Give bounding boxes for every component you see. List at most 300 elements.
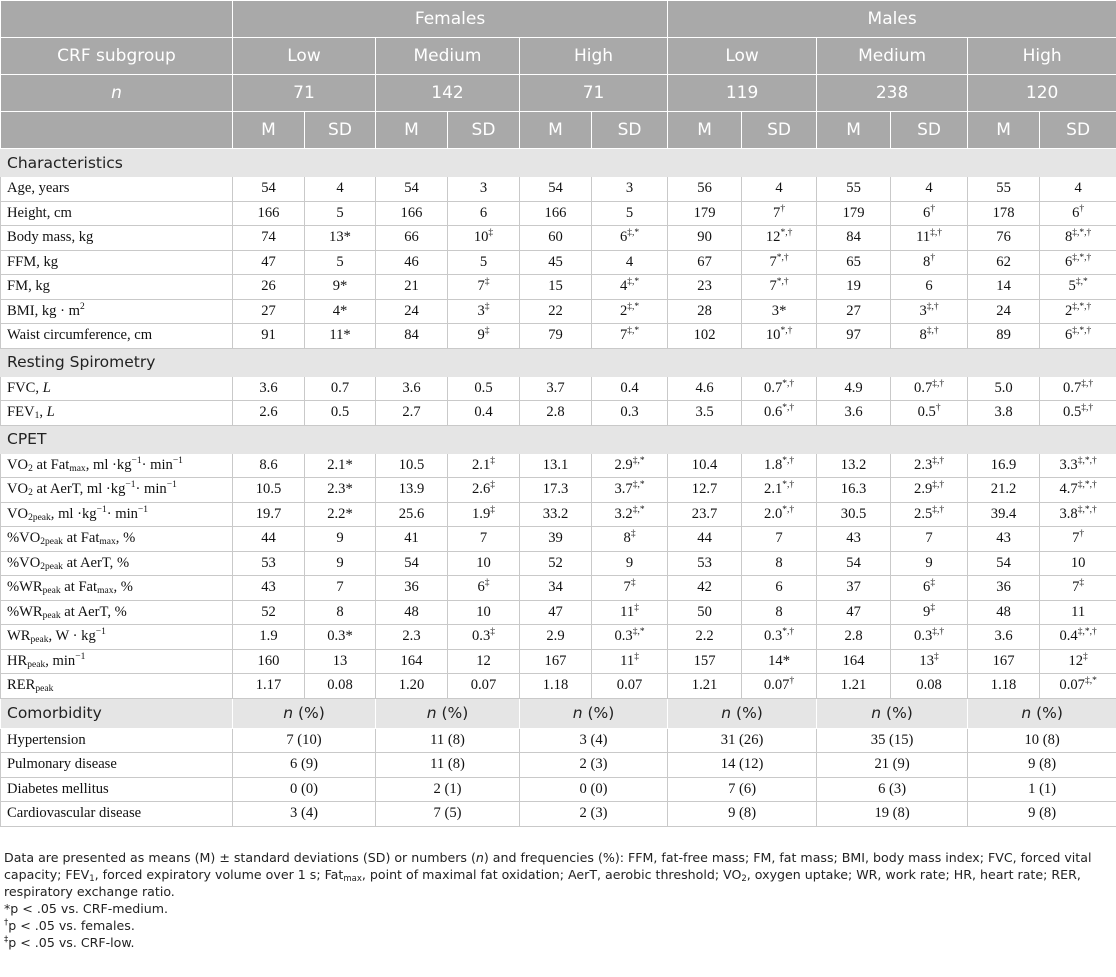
sd-cell: 10 xyxy=(1040,551,1116,576)
row-label: Cardiovascular disease xyxy=(1,802,233,827)
header-stat-m: M xyxy=(233,112,305,149)
sd-cell: 2.9‡,* xyxy=(592,453,668,478)
mean-cell: 10.5 xyxy=(376,453,448,478)
sd-cell: 7‡ xyxy=(1040,576,1116,601)
section-spirometry xyxy=(1,348,1116,376)
table-row xyxy=(1,376,1116,401)
footnote-crf-low: ‡p < .05 vs. CRF-low. xyxy=(4,935,135,950)
mean-cell: 164 xyxy=(376,649,448,674)
sd-cell: 10*,† xyxy=(742,324,817,349)
sd-cell: 0.3‡,* xyxy=(592,625,668,650)
mean-cell: 16.3 xyxy=(817,478,891,503)
sd-cell: 6‡,*,† xyxy=(1040,250,1116,275)
section-title: Comorbidity xyxy=(1,698,233,728)
table-row xyxy=(1,728,1116,753)
comorbidity-unit-header: n (%) xyxy=(668,698,817,728)
mean-cell: 84 xyxy=(376,324,448,349)
sd-cell: 0.3‡ xyxy=(448,625,520,650)
sd-cell: 7 xyxy=(448,527,520,552)
mean-cell: 54 xyxy=(968,551,1040,576)
mean-cell: 52 xyxy=(520,551,592,576)
header-subgroup: Low xyxy=(233,38,376,75)
header-n-value: 238 xyxy=(817,75,968,112)
header-stat-m: M xyxy=(376,112,448,149)
sd-cell: 4 xyxy=(742,177,817,202)
mean-cell: 2.8 xyxy=(520,401,592,426)
sd-cell: 4* xyxy=(305,299,376,324)
row-label: BMI, kg · $m^2$ xyxy=(1,299,233,324)
mean-cell: 1.9 xyxy=(233,625,305,650)
mean-cell: 1.21 xyxy=(668,674,742,699)
sd-cell: 6‡,* xyxy=(592,226,668,251)
mean-cell: 25.6 xyxy=(376,502,448,527)
comorbidity-unit-header: n (%) xyxy=(520,698,668,728)
row-label: Pulmonary disease xyxy=(1,753,233,778)
mean-cell: 55 xyxy=(817,177,891,202)
sd-cell: 7 xyxy=(305,576,376,601)
mean-cell: 2.3 xyxy=(376,625,448,650)
sd-cell: 7† xyxy=(1040,527,1116,552)
sd-cell: 7‡ xyxy=(448,275,520,300)
sd-cell: 2.1‡ xyxy=(448,453,520,478)
sd-cell: 2.5‡,† xyxy=(891,502,968,527)
mean-cell: 3.7 xyxy=(520,376,592,401)
mean-cell: 5.0 xyxy=(968,376,1040,401)
sd-cell: 0.4 xyxy=(592,376,668,401)
table-row xyxy=(1,401,1116,426)
mean-cell: 44 xyxy=(668,527,742,552)
mean-cell: 39.4 xyxy=(968,502,1040,527)
mean-cell: 1.17 xyxy=(233,674,305,699)
sd-cell: 3‡,† xyxy=(891,299,968,324)
row-label: $\%WR_{peak}$ at Fat$_{max}$, % xyxy=(1,576,233,601)
sd-cell: 7*,† xyxy=(742,275,817,300)
sd-cell: 9 xyxy=(891,551,968,576)
sd-cell: 9 xyxy=(305,527,376,552)
table-row xyxy=(1,275,1116,300)
table-row xyxy=(1,502,1116,527)
header-subgroup: Medium xyxy=(817,38,968,75)
mean-cell: 36 xyxy=(376,576,448,601)
header-n-value: 71 xyxy=(520,75,668,112)
header-stat-sd: SD xyxy=(742,112,817,149)
comorbidity-unit-header: n (%) xyxy=(817,698,968,728)
mean-cell: 10.4 xyxy=(668,453,742,478)
mean-cell: 47 xyxy=(817,600,891,625)
mean-cell: 44 xyxy=(233,527,305,552)
row-label: $HR_{peak}$, $\min^{-1}$ xyxy=(1,649,233,674)
sd-cell: 0.7*,† xyxy=(742,376,817,401)
sd-cell: 4 xyxy=(305,177,376,202)
sd-cell: 3 xyxy=(448,177,520,202)
mean-cell: 1.20 xyxy=(376,674,448,699)
comorbidity-unit-header: n (%) xyxy=(968,698,1116,728)
mean-cell: 54 xyxy=(376,177,448,202)
sd-cell: 8† xyxy=(891,250,968,275)
sd-cell: 3* xyxy=(742,299,817,324)
row-label: $WR_{peak}$, $W \cdot kg^{-1}$ xyxy=(1,625,233,650)
mean-cell: 166 xyxy=(520,201,592,226)
table-row xyxy=(1,600,1116,625)
row-label: Height, cm xyxy=(1,201,233,226)
mean-cell: 2.2 xyxy=(668,625,742,650)
sd-cell: 7‡ xyxy=(592,576,668,601)
row-label: Waist circumference, cm xyxy=(1,324,233,349)
sd-cell: 7‡,* xyxy=(592,324,668,349)
row-label: $\%WR_{peak}$ at AerT, % xyxy=(1,600,233,625)
sd-cell: 9‡ xyxy=(891,600,968,625)
sd-cell: 8 xyxy=(742,600,817,625)
header-males: Males xyxy=(668,1,1116,38)
header-empty-cell xyxy=(1,112,233,149)
sd-cell: 3.7‡,* xyxy=(592,478,668,503)
row-label: $VO_2$ at AerT, ml $\cdot kg^{-1}\cdot \min^{-1}$ xyxy=(1,478,233,503)
mean-cell: 166 xyxy=(233,201,305,226)
header-stat-m: M xyxy=(520,112,592,149)
mean-cell: 33.2 xyxy=(520,502,592,527)
table-row xyxy=(1,201,1116,226)
sd-cell: 6 xyxy=(742,576,817,601)
sd-cell: 8 xyxy=(742,551,817,576)
mean-cell: 3.6 xyxy=(968,625,1040,650)
header-n-row xyxy=(1,75,1116,112)
table-row xyxy=(1,177,1116,202)
mean-cell: 21.2 xyxy=(968,478,1040,503)
count-cell: 35 (15) xyxy=(817,728,968,753)
mean-cell: 157 xyxy=(668,649,742,674)
sd-cell: 0.7 xyxy=(305,376,376,401)
sd-cell: 3.3‡,*,† xyxy=(1040,453,1116,478)
sd-cell: 5‡,* xyxy=(1040,275,1116,300)
sd-cell: 2.3‡,† xyxy=(891,453,968,478)
mean-cell: 47 xyxy=(233,250,305,275)
sd-cell: 11‡,† xyxy=(891,226,968,251)
table-row xyxy=(1,777,1116,802)
sd-cell: 6‡ xyxy=(448,576,520,601)
mean-cell: 37 xyxy=(817,576,891,601)
sd-cell: 0.4‡,*,† xyxy=(1040,625,1116,650)
mean-cell: 13.2 xyxy=(817,453,891,478)
table-row xyxy=(1,625,1116,650)
count-cell: 21 (9) xyxy=(817,753,968,778)
header-stat-sd: SD xyxy=(891,112,968,149)
count-cell: 7 (6) xyxy=(668,777,817,802)
sd-cell: 11‡ xyxy=(592,649,668,674)
table-row xyxy=(1,299,1116,324)
mean-cell: 34 xyxy=(520,576,592,601)
sd-cell: 5 xyxy=(592,201,668,226)
sd-cell: 11‡ xyxy=(592,600,668,625)
mean-cell: 12.7 xyxy=(668,478,742,503)
mean-cell: 76 xyxy=(968,226,1040,251)
sd-cell: 9‡ xyxy=(448,324,520,349)
sd-cell: 8 xyxy=(305,600,376,625)
sd-cell: 5 xyxy=(305,250,376,275)
mean-cell: 41 xyxy=(376,527,448,552)
mean-cell: 178 xyxy=(968,201,1040,226)
mean-cell: 65 xyxy=(817,250,891,275)
sd-cell: 6 xyxy=(891,275,968,300)
mean-cell: 54 xyxy=(817,551,891,576)
mean-cell: 56 xyxy=(668,177,742,202)
sd-cell: 1.8*,† xyxy=(742,453,817,478)
mean-cell: 3.6 xyxy=(376,376,448,401)
table-row xyxy=(1,478,1116,503)
table-row xyxy=(1,453,1116,478)
mean-cell: 164 xyxy=(817,649,891,674)
footnote-crf-medium: *p < .05 vs. CRF-medium. xyxy=(4,901,168,916)
mean-cell: 91 xyxy=(233,324,305,349)
row-label: FVC, L xyxy=(1,376,233,401)
sd-cell: 10 xyxy=(448,551,520,576)
row-label: Hypertension xyxy=(1,728,233,753)
comorbidity-unit-header: n (%) xyxy=(233,698,376,728)
sd-cell: 13* xyxy=(305,226,376,251)
mean-cell: 160 xyxy=(233,649,305,674)
table-row xyxy=(1,674,1116,699)
section-cpet xyxy=(1,425,1116,453)
mean-cell: 24 xyxy=(968,299,1040,324)
mean-cell: 55 xyxy=(968,177,1040,202)
section-title: Characteristics xyxy=(1,149,1116,177)
mean-cell: 27 xyxy=(233,299,305,324)
sd-cell: 7 xyxy=(891,527,968,552)
notes-main: Data are presented as means (M) ± standard deviations (SD) or numbers (n) and frequencies (%): FFM, fat-free mass; FM, fat mass; BMI, body mass index; FVC, forced vital capacity; $FEV_1$, forced expiratory volume over 1 s; Fat$_{max}$, point of maximal fat oxidation; AerT, aerobic threshold; $VO_2$, oxygen uptake; WR, work rate; HR, heart rate; RER, respiratory exchange ratio. xyxy=(4,850,1092,899)
table-row xyxy=(1,753,1116,778)
count-cell: 6 (9) xyxy=(233,753,376,778)
mean-cell: 53 xyxy=(233,551,305,576)
table-row xyxy=(1,324,1116,349)
sd-cell: 0.5† xyxy=(891,401,968,426)
sd-cell: 0.4 xyxy=(448,401,520,426)
mean-cell: 67 xyxy=(668,250,742,275)
mean-cell: 1.18 xyxy=(968,674,1040,699)
sd-cell: 14* xyxy=(742,649,817,674)
sd-cell: 0.3 xyxy=(592,401,668,426)
mean-cell: 167 xyxy=(520,649,592,674)
header-stat-m: M xyxy=(668,112,742,149)
mean-cell: 17.3 xyxy=(520,478,592,503)
comorbidity-unit-header: n (%) xyxy=(376,698,520,728)
header-stat-row xyxy=(1,112,1116,149)
header-subgroup: High xyxy=(968,38,1116,75)
count-cell: 2 (1) xyxy=(376,777,520,802)
count-cell: 0 (0) xyxy=(520,777,668,802)
mean-cell: 53 xyxy=(668,551,742,576)
mean-cell: 54 xyxy=(376,551,448,576)
mean-cell: 16.9 xyxy=(968,453,1040,478)
sd-cell: 9 xyxy=(592,551,668,576)
mean-cell: 24 xyxy=(376,299,448,324)
sd-cell: 4 xyxy=(1040,177,1116,202)
sd-cell: 2.6‡ xyxy=(448,478,520,503)
mean-cell: 52 xyxy=(233,600,305,625)
count-cell: 9 (8) xyxy=(668,802,817,827)
sd-cell: 10 xyxy=(448,600,520,625)
row-label: FM, kg xyxy=(1,275,233,300)
header-stat-sd: SD xyxy=(305,112,376,149)
mean-cell: 23.7 xyxy=(668,502,742,527)
mean-cell: 28 xyxy=(668,299,742,324)
count-cell: 9 (8) xyxy=(968,753,1116,778)
mean-cell: 2.7 xyxy=(376,401,448,426)
row-label: $RER_{peak}$ xyxy=(1,674,233,699)
header-subgroup: High xyxy=(520,38,668,75)
mean-cell: 3.5 xyxy=(668,401,742,426)
sd-cell: 6† xyxy=(891,201,968,226)
mean-cell: 3.8 xyxy=(968,401,1040,426)
mean-cell: 2.9 xyxy=(520,625,592,650)
count-cell: 14 (12) xyxy=(668,753,817,778)
row-label: $\%VO_{2peak}$ at Fat$_{max}$, % xyxy=(1,527,233,552)
row-label: $\%VO_{2peak}$ at AerT, % xyxy=(1,551,233,576)
mean-cell: 90 xyxy=(668,226,742,251)
header-stat-sd: SD xyxy=(592,112,668,149)
sd-cell: 3‡ xyxy=(448,299,520,324)
row-label: Diabetes mellitus xyxy=(1,777,233,802)
sd-cell: 3.2‡,* xyxy=(592,502,668,527)
mean-cell: 54 xyxy=(233,177,305,202)
sd-cell: 11 xyxy=(1040,600,1116,625)
sd-cell: 0.07 xyxy=(448,674,520,699)
header-stat-sd: SD xyxy=(448,112,520,149)
mean-cell: 54 xyxy=(520,177,592,202)
mean-cell: 39 xyxy=(520,527,592,552)
header-subgroup: Medium xyxy=(376,38,520,75)
sd-cell: 2.1* xyxy=(305,453,376,478)
sd-cell: 0.7‡,† xyxy=(1040,376,1116,401)
sd-cell: 2.0*,† xyxy=(742,502,817,527)
count-cell: 9 (8) xyxy=(968,802,1116,827)
count-cell: 3 (4) xyxy=(233,802,376,827)
sd-cell: 6‡ xyxy=(891,576,968,601)
mean-cell: 13.1 xyxy=(520,453,592,478)
sd-cell: 0.5 xyxy=(448,376,520,401)
mean-cell: 1.18 xyxy=(520,674,592,699)
mean-cell: 179 xyxy=(668,201,742,226)
mean-cell: 1.21 xyxy=(817,674,891,699)
count-cell: 0 (0) xyxy=(233,777,376,802)
mean-cell: 21 xyxy=(376,275,448,300)
table-row xyxy=(1,576,1116,601)
header-n-label: n xyxy=(1,75,233,112)
sd-cell: 8‡,*,† xyxy=(1040,226,1116,251)
table-row xyxy=(1,527,1116,552)
count-cell: 19 (8) xyxy=(817,802,968,827)
header-stat-m: M xyxy=(968,112,1040,149)
sd-cell: 12*,† xyxy=(742,226,817,251)
mean-cell: 50 xyxy=(668,600,742,625)
sd-cell: 4.7‡,*,† xyxy=(1040,478,1116,503)
sd-cell: 13 xyxy=(305,649,376,674)
mean-cell: 45 xyxy=(520,250,592,275)
header-n-value: 71 xyxy=(233,75,376,112)
sd-cell: 6‡,*,† xyxy=(1040,324,1116,349)
sd-cell: 7*,† xyxy=(742,250,817,275)
section-comorbidity xyxy=(1,698,1116,728)
mean-cell: 47 xyxy=(520,600,592,625)
row-label: Body mass, kg xyxy=(1,226,233,251)
mean-cell: 19 xyxy=(817,275,891,300)
mean-cell: 179 xyxy=(817,201,891,226)
mean-cell: 23 xyxy=(668,275,742,300)
sd-cell: 6 xyxy=(448,201,520,226)
mean-cell: 3.6 xyxy=(233,376,305,401)
table-notes xyxy=(4,849,1112,951)
sd-cell: 2.9‡,† xyxy=(891,478,968,503)
count-cell: 7 (5) xyxy=(376,802,520,827)
mean-cell: 79 xyxy=(520,324,592,349)
sd-cell: 2.2* xyxy=(305,502,376,527)
mean-cell: 62 xyxy=(968,250,1040,275)
sd-cell: 8‡ xyxy=(592,527,668,552)
mean-cell: 4.6 xyxy=(668,376,742,401)
sd-cell: 8‡,† xyxy=(891,324,968,349)
sd-cell: 1.9‡ xyxy=(448,502,520,527)
sd-cell: 4‡,* xyxy=(592,275,668,300)
mean-cell: 84 xyxy=(817,226,891,251)
sd-cell: 3 xyxy=(592,177,668,202)
mean-cell: 8.6 xyxy=(233,453,305,478)
mean-cell: 36 xyxy=(968,576,1040,601)
sd-cell: 0.08 xyxy=(891,674,968,699)
sd-cell: 3.8‡,*,† xyxy=(1040,502,1116,527)
mean-cell: 102 xyxy=(668,324,742,349)
table-row xyxy=(1,649,1116,674)
sd-cell: 0.3* xyxy=(305,625,376,650)
sd-cell: 2‡,*,† xyxy=(1040,299,1116,324)
sd-cell: 2‡,* xyxy=(592,299,668,324)
mean-cell: 2.6 xyxy=(233,401,305,426)
sd-cell: 0.07 xyxy=(592,674,668,699)
mean-cell: 89 xyxy=(968,324,1040,349)
sd-cell: 13‡ xyxy=(891,649,968,674)
mean-cell: 167 xyxy=(968,649,1040,674)
sd-cell: 2.3* xyxy=(305,478,376,503)
header-n-value: 119 xyxy=(668,75,817,112)
mean-cell: 48 xyxy=(376,600,448,625)
sd-cell: 7† xyxy=(742,201,817,226)
mean-cell: 15 xyxy=(520,275,592,300)
mean-cell: 43 xyxy=(233,576,305,601)
mean-cell: 46 xyxy=(376,250,448,275)
count-cell: 10 (8) xyxy=(968,728,1116,753)
row-label: $FEV_1$, L xyxy=(1,401,233,426)
sd-cell: 5 xyxy=(305,201,376,226)
sd-cell: 0.07‡,* xyxy=(1040,674,1116,699)
header-group-row xyxy=(1,1,1116,38)
table-row xyxy=(1,802,1116,827)
header-subgroup: Low xyxy=(668,38,817,75)
header-empty-cell xyxy=(1,1,233,38)
header-n-value: 142 xyxy=(376,75,520,112)
sd-cell: 12 xyxy=(448,649,520,674)
count-cell: 7 (10) xyxy=(233,728,376,753)
section-title: CPET xyxy=(1,425,1116,453)
mean-cell: 60 xyxy=(520,226,592,251)
sd-cell: 5 xyxy=(448,250,520,275)
sd-cell: 6† xyxy=(1040,201,1116,226)
table-row xyxy=(1,226,1116,251)
mean-cell: 43 xyxy=(817,527,891,552)
footnote-females: †p < .05 vs. females. xyxy=(4,918,135,933)
sd-cell: 0.7‡,† xyxy=(891,376,968,401)
sd-cell: 4 xyxy=(891,177,968,202)
mean-cell: 48 xyxy=(968,600,1040,625)
count-cell: 3 (4) xyxy=(520,728,668,753)
row-label: $VO_{2peak}$, ml $\cdot kg^{-1}\cdot \min^{-1}$ xyxy=(1,502,233,527)
table-row xyxy=(1,250,1116,275)
